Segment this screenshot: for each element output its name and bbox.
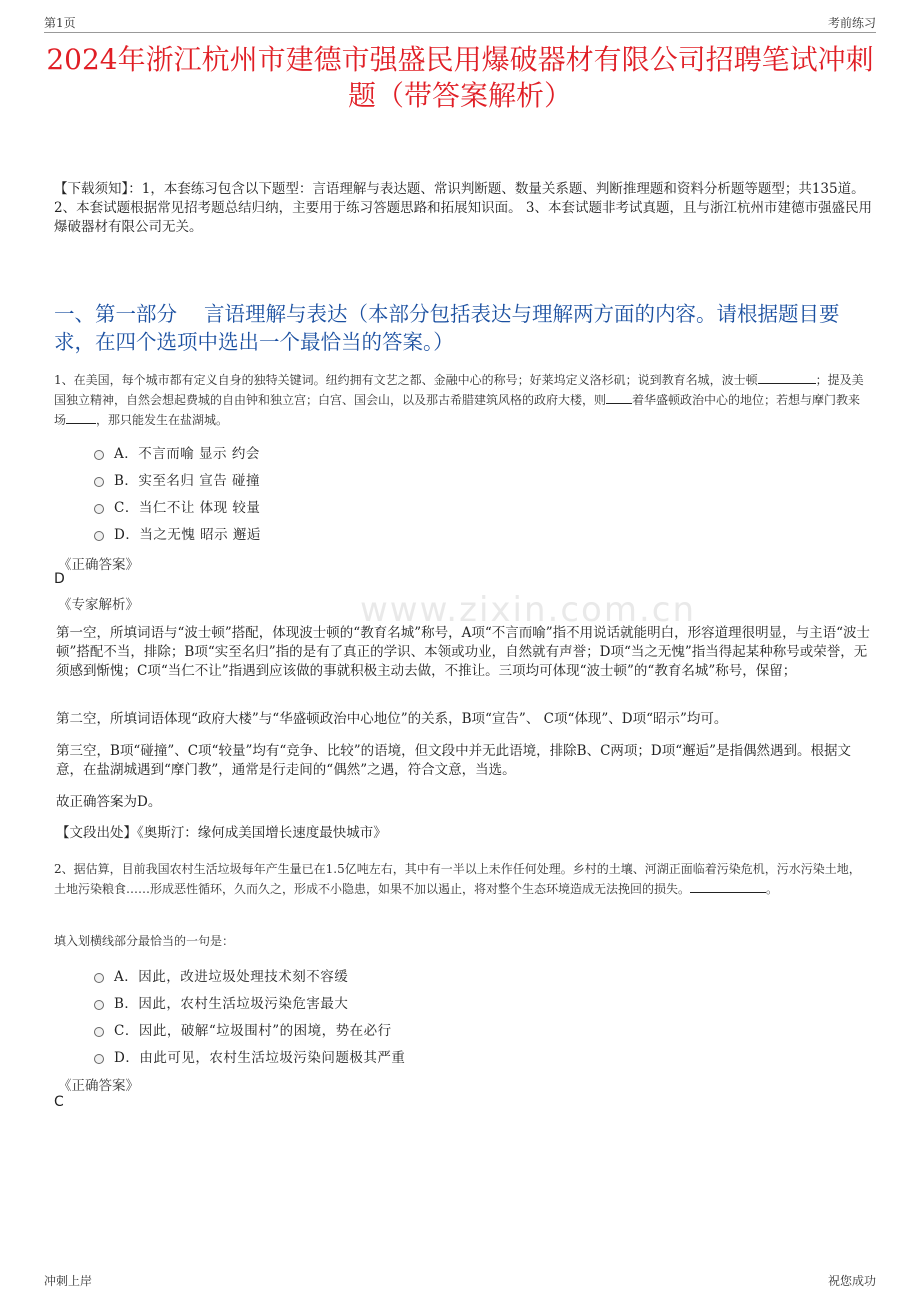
analysis-paragraph-2: 第二空，所填词语体现“政府大楼”与“华盛顿政治中心地位”的关系，B项“宣告”、 C项“体现”、D项“昭示”均可。 [56, 711, 728, 727]
page-number: 第1页 [44, 16, 76, 30]
question-2-part2: 。 [766, 882, 779, 896]
question-2-options [94, 961, 405, 1069]
option-label: D．当之无愧 昭示 邂逅 [114, 526, 261, 543]
analysis-paragraph-3: 第三空，B项“碰撞”、C项“较量”均有“竞争、比较”的语境，但文段中并无此语境，排除B、C两项；D项“邂逅”是指偶然遇到。根据文意，在盐湖城遇到“摩门教”，通常是行走间的“偶然”之遇，符合文意，当选。 [56, 743, 852, 778]
radio-icon[interactable] [94, 1000, 104, 1010]
answer-label: 《正确答案》 [58, 557, 139, 573]
question-2-instruction: 填入划横线部分最恰当的一句是： [54, 934, 235, 948]
question-2-stem [54, 860, 872, 899]
option-b[interactable] [94, 465, 261, 492]
radio-icon[interactable] [94, 504, 104, 514]
analysis-label: 《专家解析》 [58, 597, 139, 613]
option-label: A．不言而喻 显示 约会 [114, 445, 260, 462]
download-notice: 【下载须知】：1，本套练习包含以下题型：言语理解与表达题、常识判断题、数量关系题、判断推理题和资料分析题等题型；共135道。 2、本套试题根据常见招考题总结归纳，主要用于练习答题思路和拓展知识面。 3、本套试题非考试真题，且与浙江杭州市建德市强盛民用爆破器材有限公司无关。 [54, 181, 872, 235]
question-1-part3: 着华盛顿政治中心的地位；若想与摩门教来场 [54, 393, 861, 427]
option-c[interactable] [94, 492, 261, 519]
section-title: 一、第一部分 言语理解与表达（本部分包括表达与理解两方面的内容。请根据题目要求，在四个选项中选出一个最恰当的答案。） [54, 302, 840, 354]
option-label: B．因此，农村生活垃圾污染危害最大 [114, 995, 349, 1012]
blank-3 [66, 410, 96, 424]
question-1-options [94, 438, 261, 546]
question-1-stem [54, 370, 872, 430]
radio-icon[interactable] [94, 477, 104, 487]
radio-icon[interactable] [94, 531, 104, 541]
header-tag: 考前练习 [827, 16, 876, 30]
option-label: C．因此，破解“垃圾围村”的困境，势在必行 [114, 1022, 392, 1039]
radio-icon[interactable] [94, 973, 104, 983]
footer-right: 祝您成功 [827, 1274, 876, 1288]
answer-value: C [54, 1094, 64, 1110]
blank-1 [758, 370, 816, 384]
answer-value: D [54, 571, 65, 587]
option-b[interactable] [94, 988, 405, 1015]
document-title: 2024年浙江杭州市建德市强盛民用爆破器材有限公司招聘笔试冲刺题（带答案解析） [46, 43, 874, 112]
option-d[interactable] [94, 519, 261, 546]
question-1-part1: 1、在美国，每个城市都有定义自身的独特关键词。纽约拥有文艺之都、金融中心的称号；好莱坞定义洛杉矶；说到教育名城，波士顿 [54, 373, 758, 387]
option-label: D．由此可见，农村生活垃圾污染问题极其严重 [114, 1049, 406, 1066]
option-label: B．实至名归 宣告 碰撞 [114, 472, 261, 489]
option-label: A．因此，改进垃圾处理技术刻不容缓 [114, 968, 349, 985]
radio-icon[interactable] [94, 1054, 104, 1064]
analysis-paragraph-1: 第一空，所填词语与“波士顿”搭配，体现波士顿的“教育名城”称号，A项“不言而喻”指不用说话就能明白，形容道理很明显，与主语“波士顿”搭配不当，排除；B项“实至名归”指的是有了真正的学识、本领或功业，自然就有声誉；D项“当之无愧”指当得起某种称号或荣誉，无须感到惭愧；C项“当仁不让”指遇到应该做的事就积极主动去做，不推让。三项均可体现“波士顿”的“教育名城”称号，保留； [56, 625, 871, 679]
option-label: C．当仁不让 体现 较量 [114, 499, 261, 516]
question-1-part2: ；提及美国独立精神，自然会想起费城的自由钟和独立宫；白宫、国会山，以及那古希腊建筑风格的政府大楼，则 [54, 373, 864, 407]
analysis-conclusion: 故正确答案为D。 [56, 794, 162, 810]
blank-2 [606, 390, 632, 404]
text-source: 【文段出处】《奥斯汀：缘何成美国增长速度最快城市》 [56, 825, 387, 841]
footer-left: 冲刺上岸 [44, 1274, 93, 1288]
option-a[interactable] [94, 438, 261, 465]
header-divider [44, 32, 876, 33]
question-1-part4: ，那只能发生在盐湖城。 [96, 413, 229, 427]
option-a[interactable] [94, 961, 405, 988]
radio-icon[interactable] [94, 450, 104, 460]
watermark: www.zixin.com.cn [360, 590, 696, 630]
answer-label: 《正确答案》 [58, 1078, 139, 1094]
option-d[interactable] [94, 1042, 405, 1069]
option-c[interactable] [94, 1015, 405, 1042]
blank-4 [690, 879, 766, 893]
radio-icon[interactable] [94, 1027, 104, 1037]
question-2-part1: 2、据估算，目前我国农村生活垃圾每年产生量已在1.5亿吨左右，其中有一半以上未作任何处理。乡村的土壤、河湖正面临着污染危机，污水污染土地，土地污染粮食……形成恶性循环，久而久之，形成不小隐患，如果不加以遏止，将对整个生态环境造成无法挽回的损失。 [54, 862, 861, 896]
